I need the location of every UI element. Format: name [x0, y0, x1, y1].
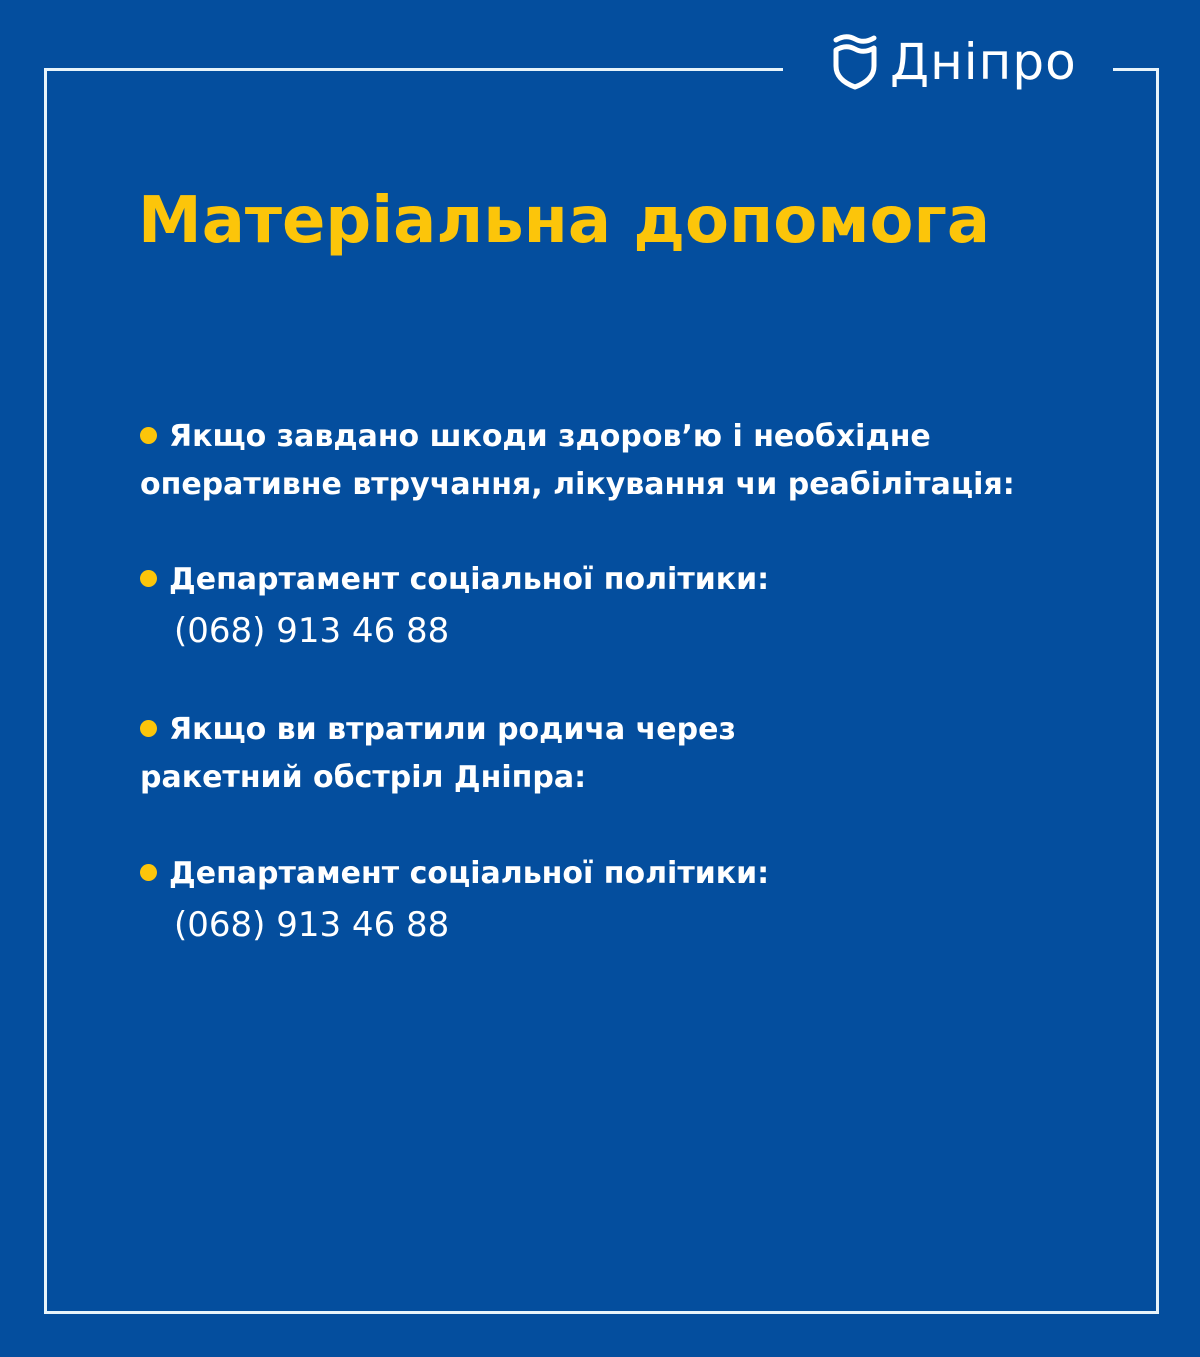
department-label: Департамент соціальної політики:: [169, 562, 770, 597]
item-text-line: ракетний обстріл Дніпра:: [140, 760, 587, 795]
frame-right-line: [1156, 68, 1159, 1314]
item-text-line: Якщо ви втратили родича через: [169, 712, 736, 747]
bullet-dot-icon: [140, 720, 157, 737]
item-text-line: оперативне втручання, лікування чи реабілітація:: [140, 467, 1015, 502]
bullet-dot-icon: [140, 427, 157, 444]
brand-name: Дніпро: [890, 33, 1077, 91]
list-item-department-contact: [140, 850, 769, 952]
department-label: Департамент соціальної політики:: [169, 856, 770, 891]
frame-bottom-line: [44, 1311, 1159, 1314]
frame-left-line: [44, 68, 47, 1314]
list-item-department-contact: [140, 556, 769, 658]
brand-logo: [832, 34, 1077, 90]
item-text-line: Якщо завдано шкоди здоров’ю і необхідне: [169, 419, 931, 454]
phone-number[interactable]: (068) 913 46 88: [174, 905, 450, 945]
bullet-dot-icon: [140, 570, 157, 587]
bullet-dot-icon: [140, 864, 157, 881]
frame-top-left-line: [44, 68, 783, 71]
page-title: Матеріальна допомога: [138, 184, 991, 258]
frame-top-right-line: [1113, 68, 1159, 71]
shield-wave-icon: [832, 34, 878, 90]
list-item-lost-relative: [140, 706, 736, 802]
list-item-health-damage: [140, 413, 1015, 509]
phone-number[interactable]: (068) 913 46 88: [174, 611, 450, 651]
